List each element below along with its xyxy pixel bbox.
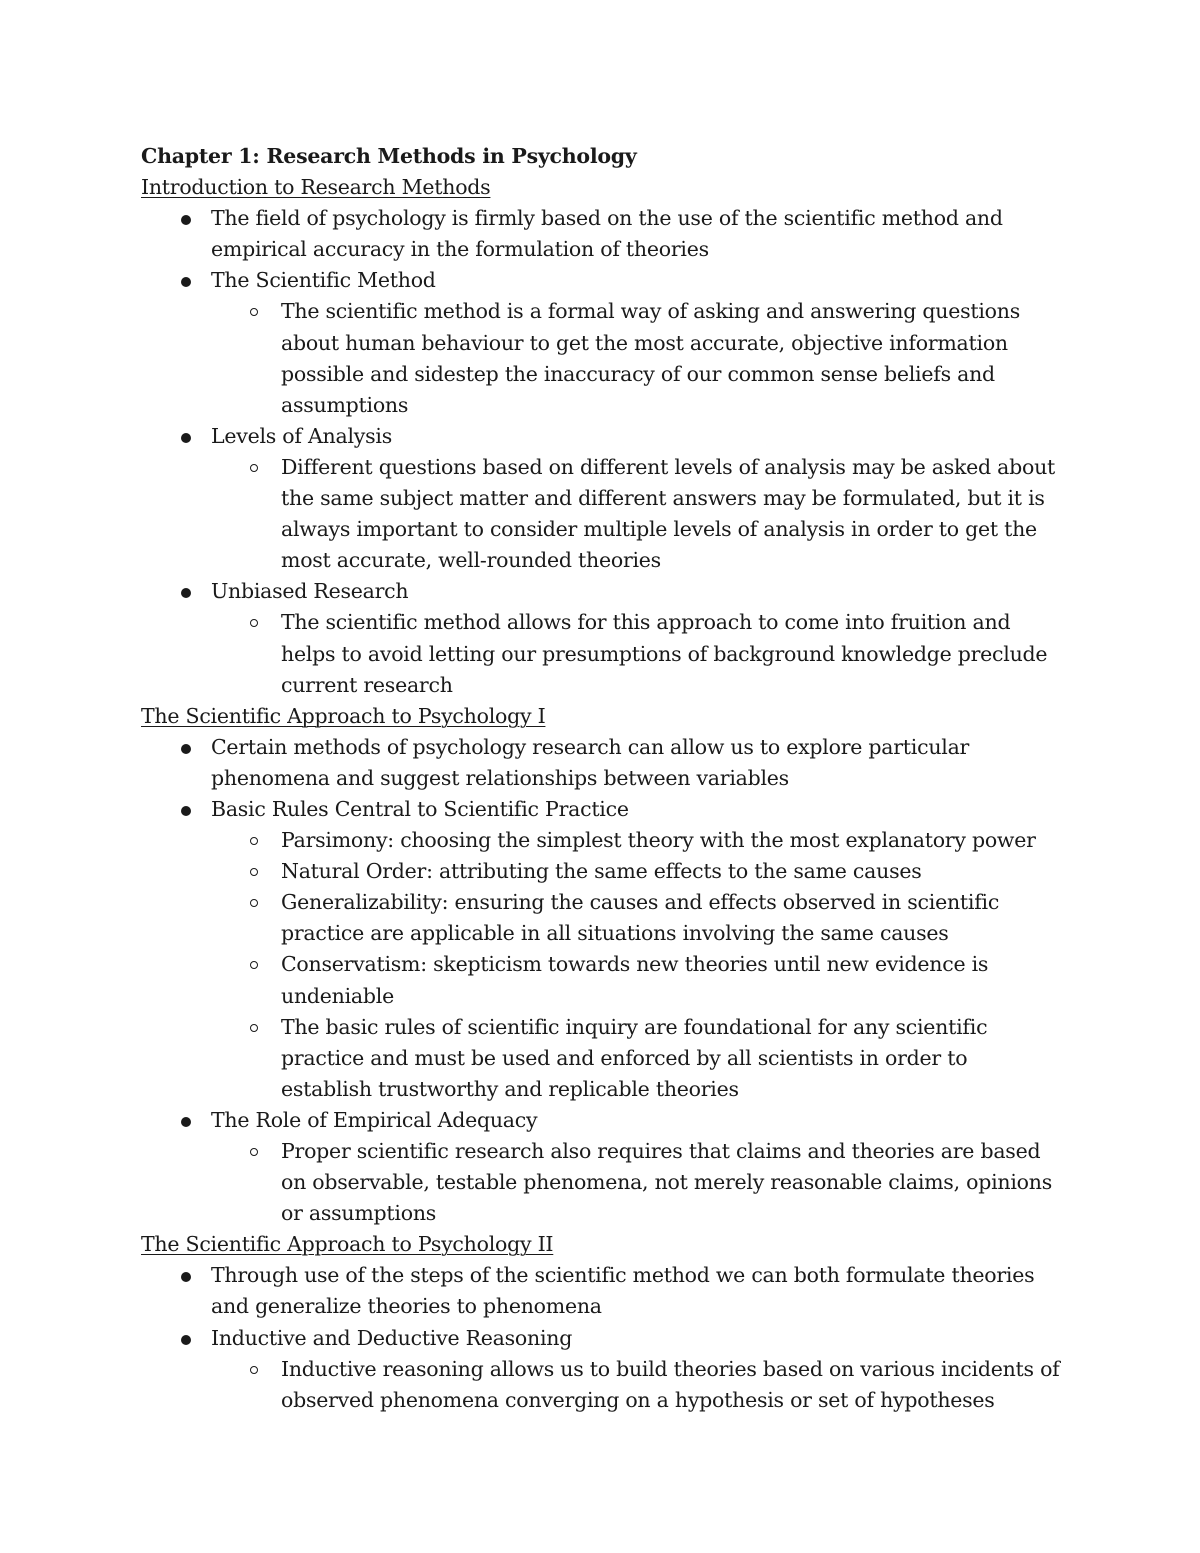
sub-list-item-text: The scientific method is a formal way of asking and answering questions about human behaviour to get the most accurate, objective information possible and sidestep the inaccuracy of our common sense beliefs and assumptions (281, 299, 1020, 417)
sub-list-item-text: Conservatism: skepticism towards new theories until new evidence is undeniable (281, 952, 989, 1008)
sub-list-item-text: Generalizability: ensuring the causes and effects observed in scientific practice are applicable in all situations involving the same causes (281, 890, 1000, 946)
filled-bullet-icon (181, 806, 191, 816)
list-item (141, 265, 1061, 420)
section-heading: Introduction to Research Methods (141, 175, 491, 200)
sub-bullet-list (211, 452, 1061, 576)
section-scientific-approach-1 (141, 701, 1061, 1230)
hollow-bullet-icon (250, 1366, 258, 1374)
filled-bullet-icon (181, 1335, 191, 1345)
sub-list-item (141, 887, 1061, 949)
bullet-list (141, 1260, 1061, 1415)
chapter-title: Chapter 1: Research Methods in Psychology (141, 144, 637, 168)
section-scientific-approach-2 (141, 1229, 1061, 1416)
hollow-bullet-icon (250, 308, 258, 316)
list-item-text: Unbiased Research (211, 579, 409, 604)
sub-bullet-list (211, 296, 1061, 420)
list-item-text: Certain methods of psychology research can allow us to explore particular phenomena and suggest relationships between variables (211, 734, 970, 790)
sub-list-item-text: Proper scientific research also requires that claims and theories are based on observable, testable phenomena, not merely reasonable claims, opinions or assumptions (281, 1139, 1052, 1226)
filled-bullet-icon (181, 744, 191, 754)
section-heading: The Scientific Approach to Psychology II (141, 1232, 554, 1257)
sub-bullet-list (211, 607, 1061, 700)
sub-list-item (141, 1136, 1061, 1229)
filled-bullet-icon (181, 215, 191, 225)
list-item (141, 421, 1061, 576)
sub-bullet-list (211, 1354, 1061, 1416)
sub-list-item-text: The scientific method allows for this approach to come into fruition and helps to avoid letting our presumptions of background knowledge preclude current research (281, 610, 1048, 697)
section-introduction (141, 172, 1061, 701)
list-item-text: Levels of Analysis (211, 423, 392, 448)
filled-bullet-icon (181, 277, 191, 287)
sub-list-item (141, 1012, 1061, 1105)
list-item-text: Through use of the steps of the scientific method we can both formulate theories and generalize theories to phenomena (211, 1263, 1035, 1319)
sub-list-item (141, 825, 1061, 856)
list-item (141, 1323, 1061, 1416)
sub-list-item-text: The basic rules of scientific inquiry are foundational for any scientific practice and must be used and enforced by all scientists in order to establish trustworthy and replicable theories (281, 1014, 988, 1101)
sub-list-item (141, 607, 1061, 700)
hollow-bullet-icon (250, 868, 258, 876)
list-item-text: Basic Rules Central to Scientific Practice (211, 796, 629, 821)
sub-list-item-text: Inductive reasoning allows us to build theories based on various incidents of observed phenomena converging on a hypothesis or set of hypotheses (281, 1356, 1060, 1412)
list-item-text: The Role of Empirical Adequacy (211, 1107, 538, 1132)
sub-list-item-text: Parsimony: choosing the simplest theory with the most explanatory power (281, 828, 1036, 853)
bullet-list (141, 203, 1061, 701)
document-page (141, 141, 1061, 1416)
list-item-text: The Scientific Method (211, 268, 436, 293)
list-item (141, 732, 1061, 794)
hollow-bullet-icon (250, 464, 258, 472)
list-item-text: The field of psychology is firmly based on the use of the scientific method and empirical accuracy in the formulation of theories (211, 206, 1003, 262)
sub-list-item (141, 296, 1061, 420)
hollow-bullet-icon (250, 837, 258, 845)
list-item (141, 576, 1061, 700)
sub-bullet-list (211, 825, 1061, 1105)
list-item (141, 1260, 1061, 1322)
hollow-bullet-icon (250, 961, 258, 969)
hollow-bullet-icon (250, 619, 258, 627)
hollow-bullet-icon (250, 1024, 258, 1032)
hollow-bullet-icon (250, 1148, 258, 1156)
sub-list-item (141, 949, 1061, 1011)
filled-bullet-icon (181, 1117, 191, 1127)
sub-list-item (141, 1354, 1061, 1416)
list-item-text: Inductive and Deductive Reasoning (211, 1325, 573, 1350)
list-item (141, 1105, 1061, 1229)
filled-bullet-icon (181, 433, 191, 443)
list-item (141, 794, 1061, 1105)
filled-bullet-icon (181, 1272, 191, 1282)
filled-bullet-icon (181, 588, 191, 598)
bullet-list (141, 732, 1061, 1230)
sub-list-item (141, 856, 1061, 887)
hollow-bullet-icon (250, 899, 258, 907)
list-item (141, 203, 1061, 265)
sub-list-item-text: Natural Order: attributing the same effects to the same causes (281, 859, 922, 884)
section-heading: The Scientific Approach to Psychology I (141, 703, 546, 728)
sub-list-item (141, 452, 1061, 576)
sub-bullet-list (211, 1136, 1061, 1229)
sub-list-item-text: Different questions based on different levels of analysis may be asked about the same subject matter and different answers may be formulated, but it is always important to consider multiple levels of analysis in order to get the most accurate, well-rounded theories (281, 454, 1056, 573)
